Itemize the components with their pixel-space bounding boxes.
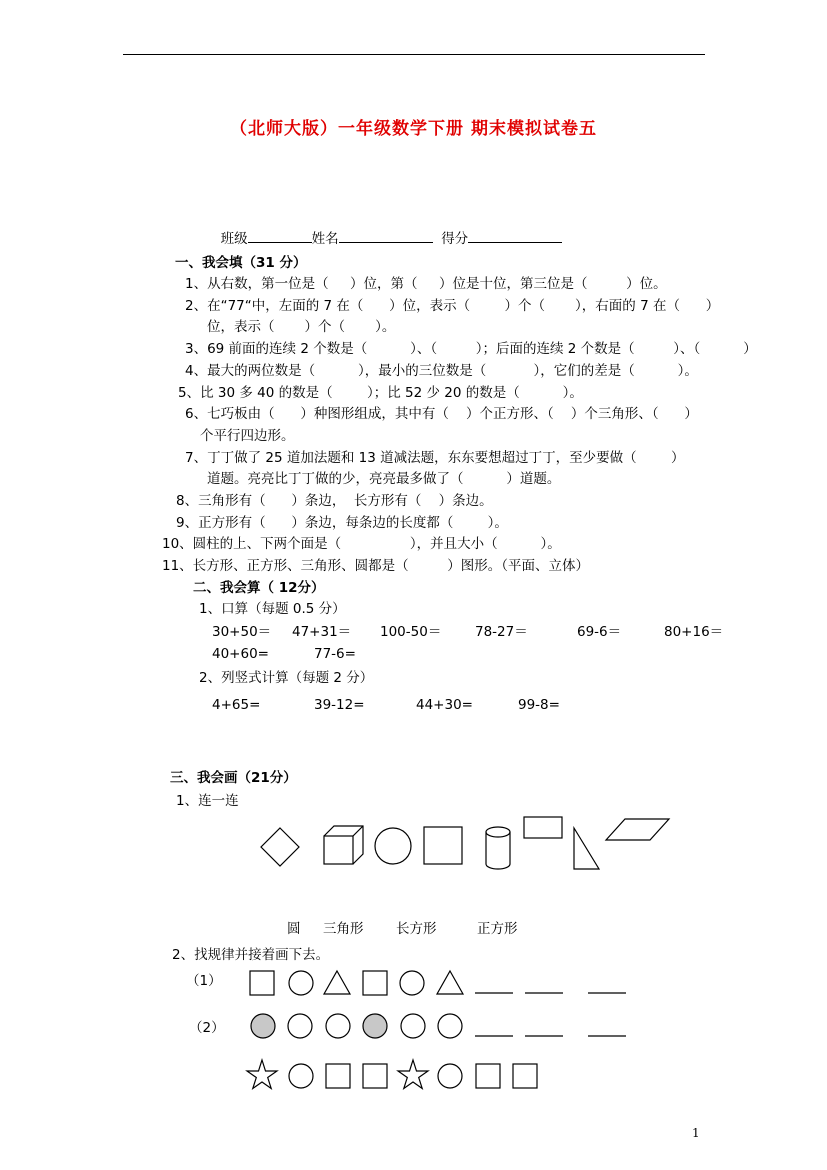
section3-heading: 三、我会画（21分） [170, 770, 297, 786]
oral-calc-item: 40+60= [212, 646, 269, 662]
page-title: （北师大版）一年级数学下册 期末模拟试卷五 [230, 119, 597, 139]
star-icon [247, 1060, 277, 1089]
shaded-circle-icon [363, 1014, 387, 1038]
oral-calc-item: 77-6= [314, 646, 356, 662]
circle-icon [289, 971, 313, 995]
page-number: 1 [692, 1126, 700, 1140]
square-icon [513, 1064, 537, 1088]
square-icon [363, 1064, 387, 1088]
circle-icon [375, 828, 411, 864]
rectangle-icon [524, 817, 562, 838]
triangle-icon [437, 971, 463, 994]
score-blank [468, 228, 562, 243]
oral-calc-heading: 1、口算（每题 0.5 分） [199, 601, 346, 617]
pattern-row3 [245, 1058, 545, 1094]
shaded-circle-icon [251, 1014, 275, 1038]
score-label: 得分 [441, 231, 469, 247]
oral-calc-item: 78-27＝ [475, 624, 528, 640]
name-blank [339, 228, 433, 243]
oral-calc-item: 47+31＝ [292, 624, 352, 640]
connect-shapes [250, 810, 680, 875]
square-icon [250, 971, 274, 995]
triangle-icon [324, 971, 350, 994]
student-info-line [212, 210, 562, 248]
shape-label: 圆 [287, 921, 301, 937]
circle-icon [401, 1014, 425, 1038]
section1-heading: 一、我会填（31 分） [175, 255, 307, 271]
fill-question: 6、七巧板由（ ）种图形组成，其中有（ ）个正方形、（ ）个三角形、（ ） [185, 406, 698, 422]
pattern-row1 [245, 965, 635, 1000]
oral-calc-item: 100-50＝ [380, 624, 442, 640]
fill-question: 5、比 30 多 40 的数是（ ）；比 52 少 20 的数是（ ）。 [178, 385, 583, 401]
fill-question: 11、长方形、正方形、三角形、圆都是（ ）图形。（平面、立体） [162, 558, 590, 574]
fill-question-continued: 位，表示（ ）个（ ）。 [207, 319, 396, 335]
right-triangle-icon [574, 828, 599, 869]
class-label: 班级 [220, 231, 248, 247]
fill-question: 2、在“77“中，左面的 7 在（ ）位，表示（ ）个（ ），右面的 7 在（ ） [185, 298, 720, 314]
square-icon [363, 971, 387, 995]
fill-question: 7、丁丁做了 25 道加法题和 13 道减法题，东东要想超过丁丁，至少要做（ ） [185, 450, 685, 466]
vertical-calc-item: 44+30= [416, 697, 473, 713]
oral-calc-item: 69-6＝ [577, 624, 622, 640]
connect-heading: 1、连一连 [176, 793, 239, 809]
pattern-row1-label: （1） [186, 973, 222, 989]
oral-calc-item: 80+16＝ [664, 624, 724, 640]
circle-icon [326, 1014, 350, 1038]
fill-question: 4、最大的两位数是（ ），最小的三位数是（ ），它们的差是（ ）。 [185, 363, 698, 379]
class-blank [248, 228, 312, 243]
fill-question: 8、三角形有（ ）条边， 长方形有（ ）条边。 [176, 493, 493, 509]
square-icon [476, 1064, 500, 1088]
section2-heading: 二、我会算（ 12分） [193, 580, 325, 596]
circle-icon [400, 971, 424, 995]
circle-icon [288, 1014, 312, 1038]
vertical-calc-item: 39-12= [314, 697, 365, 713]
parallelogram-icon [606, 819, 669, 840]
pattern-heading: 2、找规律并接着画下去。 [172, 947, 330, 963]
fill-question-continued: 道题。亮亮比丁丁做的少，亮亮最多做了（ ）道题。 [207, 471, 561, 487]
fill-question: 3、69 前面的连续 2 个数是（ ）、（ ）；后面的连续 2 个数是（ ）、（ ） [185, 341, 757, 357]
shape-label: 三角形 [323, 921, 364, 937]
name-label: 姓名 [311, 231, 339, 247]
square-icon [326, 1064, 350, 1088]
oral-calc-item: 30+50＝ [212, 624, 272, 640]
shape-label: 长方形 [396, 921, 437, 937]
cylinder-icon [486, 827, 510, 869]
pattern-row2-label: （2） [189, 1020, 225, 1036]
vertical-calc-item: 4+65= [212, 697, 261, 713]
diamond-icon [261, 828, 299, 866]
square-icon [424, 827, 462, 864]
pattern-row2 [245, 1010, 635, 1045]
star-icon [398, 1060, 428, 1089]
fill-question: 9、正方形有（ ）条边，每条边的长度都（ ）。 [176, 515, 508, 531]
cube-icon [324, 826, 363, 864]
fill-question-continued: 个平行四边形。 [200, 428, 295, 444]
circle-icon [438, 1014, 462, 1038]
vertical-calc-item: 99-8= [518, 697, 560, 713]
fill-question: 10、圆柱的上、下两个面是（ ），并且大小（ ）。 [162, 536, 561, 552]
circle-icon [289, 1064, 313, 1088]
fill-question: 1、从右数，第一位是（ ）位，第（ ）位是十位，第三位是（ ）位。 [185, 276, 667, 292]
vertical-calc-heading: 2、列竖式计算（每题 2 分） [199, 670, 374, 686]
circle-icon [438, 1064, 462, 1088]
header-rule [123, 54, 705, 55]
shape-label: 正方形 [477, 921, 518, 937]
